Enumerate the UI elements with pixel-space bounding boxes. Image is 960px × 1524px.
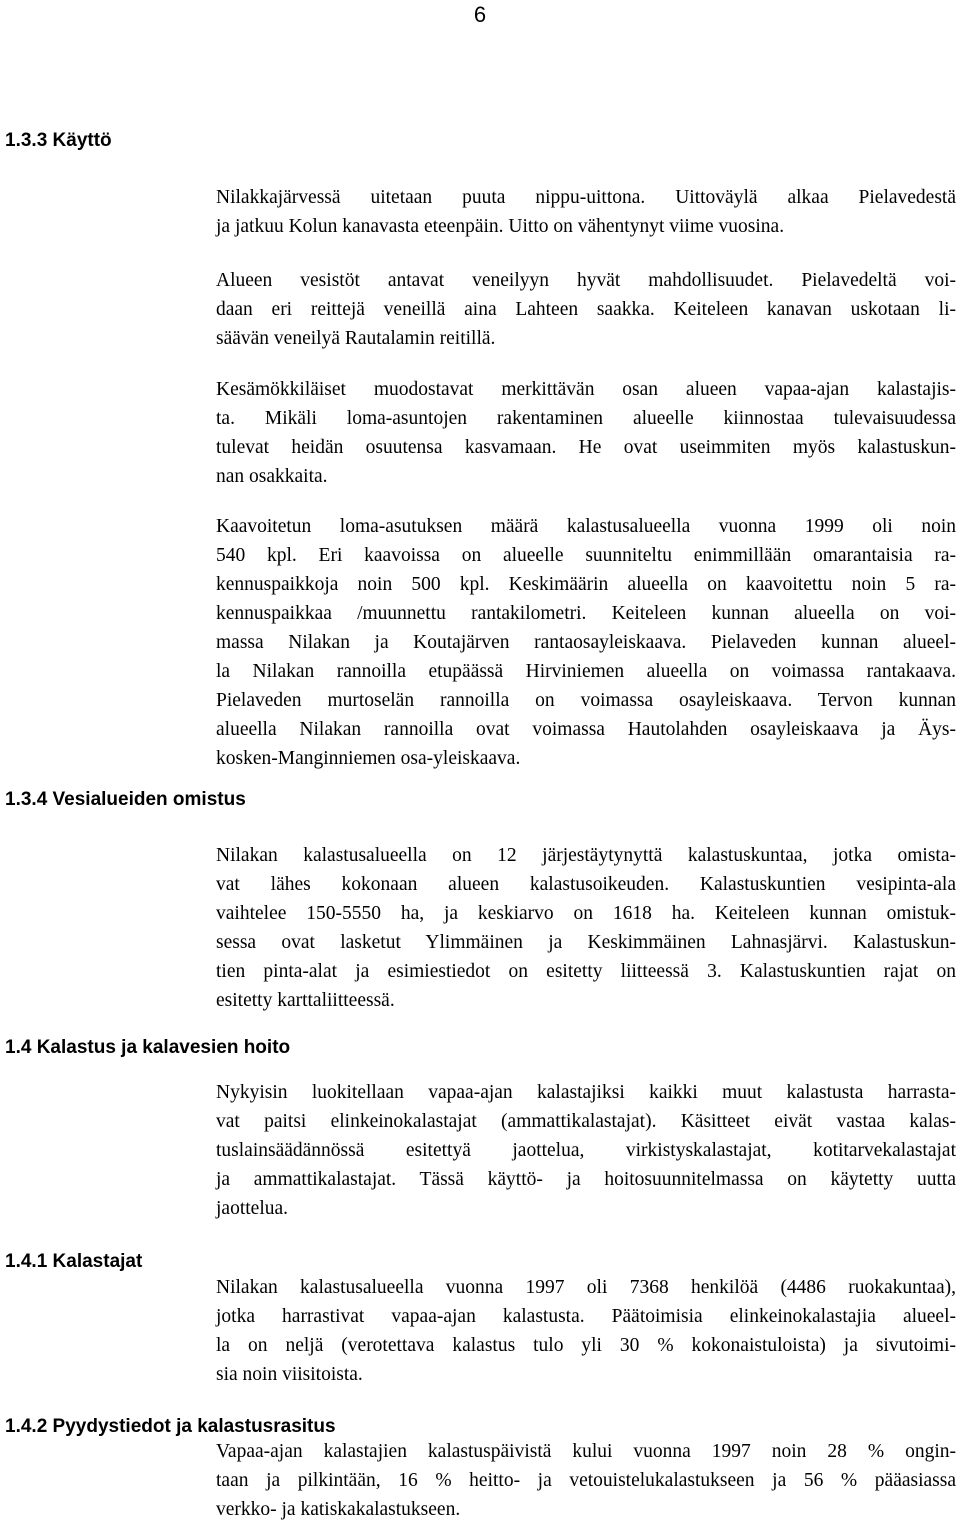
heading-1-4-1: 1.4.1 Kalastajat [5, 1251, 143, 1272]
text-line: Pielaveden murtoselän rannoilla on voimassa osayleiskaava. Tervon kunnan [216, 690, 956, 711]
text-line: ta. Mikäli loma-asuntojen rakentaminen alueelle kiinnostaa tulevaisuudessa [216, 408, 956, 429]
heading-1-4: 1.4 Kalastus ja kalavesien hoito [5, 1037, 291, 1058]
heading-1-3-3: 1.3.3 Käyttö [5, 130, 112, 151]
text-line: verkko- ja katiskakalastukseen. [216, 1499, 461, 1520]
paragraph-kaavoitus [216, 512, 956, 773]
text-line: ja jatkuu Kolun kanavasta eteenpäin. Uitto on vähentynyt viime vuosina. [216, 216, 785, 237]
text-line: Vapaa-ajan kalastajien kalastuspäivistä kului vuonna 1997 noin 28 % ongin- [216, 1441, 956, 1462]
text-line: nan osakkaita. [216, 466, 328, 487]
paragraph-kalastajat [216, 1273, 956, 1389]
text-line: Nykyisin luokitellaan vapaa-ajan kalastajiksi kaikki muut kalastusta harrasta- [216, 1082, 956, 1103]
text-line: Nilakan kalastusalueella vuonna 1997 oli 7368 henkilöä (4486 ruokakuntaa), [216, 1277, 956, 1298]
text-line: Alueen vesistöt antavat veneilyyn hyvät mahdollisuudet. Pielavedeltä voi- [216, 270, 956, 291]
text-line: daan eri reittejä veneillä aina Lahteen saakka. Keiteleen kanavan uskotaan li- [216, 299, 956, 320]
text-line: ja ammattikalastajat. Tässä käyttö- ja hoitosuunnitelmassa on käytetty uutta [216, 1169, 956, 1190]
text-line: alueella Nilakan rannoilla ovat voimassa Hautolahden osayleiskaava ja Äys- [216, 719, 956, 740]
text-line: kennuspaikkoja noin 500 kpl. Keskimäärin alueella on kaavoitettu noin 5 ra- [216, 574, 956, 595]
text-line: vat lähes kokonaan alueen kalastusoikeuden. Kalastuskuntien vesipinta-ala [216, 874, 956, 895]
text-line: sia noin viisitoista. [216, 1364, 363, 1385]
text-line: jotka harrastivat vapaa-ajan kalastusta. Päätoimisia elinkeinokalastajia alueel- [216, 1306, 956, 1327]
text-line: taan ja pilkintään, 16 % heitto- ja vetouistelukalastukseen ja 56 % pääasiassa [216, 1470, 956, 1491]
text-line: vat paitsi elinkeinokalastajat (ammattikalastajat). Käsitteet eivät vastaa kalas- [216, 1111, 956, 1132]
text-line: 540 kpl. Eri kaavoissa on alueelle suunniteltu enimmillään omarantaisia ra- [216, 545, 956, 566]
paragraph-pyydystiedot [216, 1437, 956, 1524]
paragraph-kalastus [216, 1078, 956, 1223]
text-line: esitetty karttaliitteessä. [216, 990, 395, 1011]
text-line: la on neljä (verotettava kalastus tulo yli 30 % kokonaistuloista) ja sivutoimi- [216, 1335, 956, 1356]
paragraph-vesialueiden-omistus [216, 841, 956, 1015]
text-line: kennuspaikkaa /muunnettu rantakilometri. Keiteleen kunnan alueella on voi- [216, 603, 956, 624]
text-line: tuslainsäädännössä esitettyä jaottelua, virkistyskalastajat, kotitarvekalastajat [216, 1140, 956, 1161]
text-line: sessa ovat lasketut Ylimmäinen ja Keskimmäinen Lahnasjärvi. Kalastuskun- [216, 932, 956, 953]
heading-1-3-4: 1.3.4 Vesialueiden omistus [5, 789, 246, 810]
text-line: säävän veneilyä Rautalamin reitillä. [216, 328, 496, 349]
text-line: massa Nilakan ja Koutajärven rantaosayleiskaava. Pielaveden kunnan alueel- [216, 632, 956, 653]
text-line: tien pinta-alat ja esimiestiedot on esitetty liitteessä 3. Kalastuskuntien rajat on [216, 961, 956, 982]
paragraph-veneily [216, 266, 956, 353]
text-line: vaihtelee 150-5550 ha, ja keskiarvo on 1618 ha. Keiteleen kunnan omistuk- [216, 903, 956, 924]
text-line: jaottelua. [216, 1198, 289, 1219]
page-number: 6 [473, 2, 487, 27]
text-line: la Nilakan rannoilla etupäässä Hirviniemen alueella on voimassa rantakaava. [216, 661, 956, 682]
text-line: Nilakan kalastusalueella on 12 järjestäytynyttä kalastuskuntaa, jotka omista- [216, 845, 956, 866]
text-line: Kesämökkiläiset muodostavat merkittävän osan alueen vapaa-ajan kalastajis- [216, 379, 956, 400]
heading-1-4-2: 1.4.2 Pyydystiedot ja kalastusrasitus [5, 1416, 336, 1437]
text-line: kosken-Manginniemen osa-yleiskaava. [216, 748, 521, 769]
paragraph-uitto [216, 183, 956, 241]
paragraph-kesamokkilaiset [216, 375, 956, 491]
text-line: Kaavoitetun loma-asutuksen määrä kalastusalueella vuonna 1999 oli noin [216, 516, 956, 537]
text-line: Nilakkajärvessä uitetaan puuta nippu-uittona. Uittoväylä alkaa Pielavedestä [216, 187, 956, 208]
text-line: tulevat heidän osuutensa kasvamaan. He ovat useimmiten myös kalastuskun- [216, 437, 956, 458]
